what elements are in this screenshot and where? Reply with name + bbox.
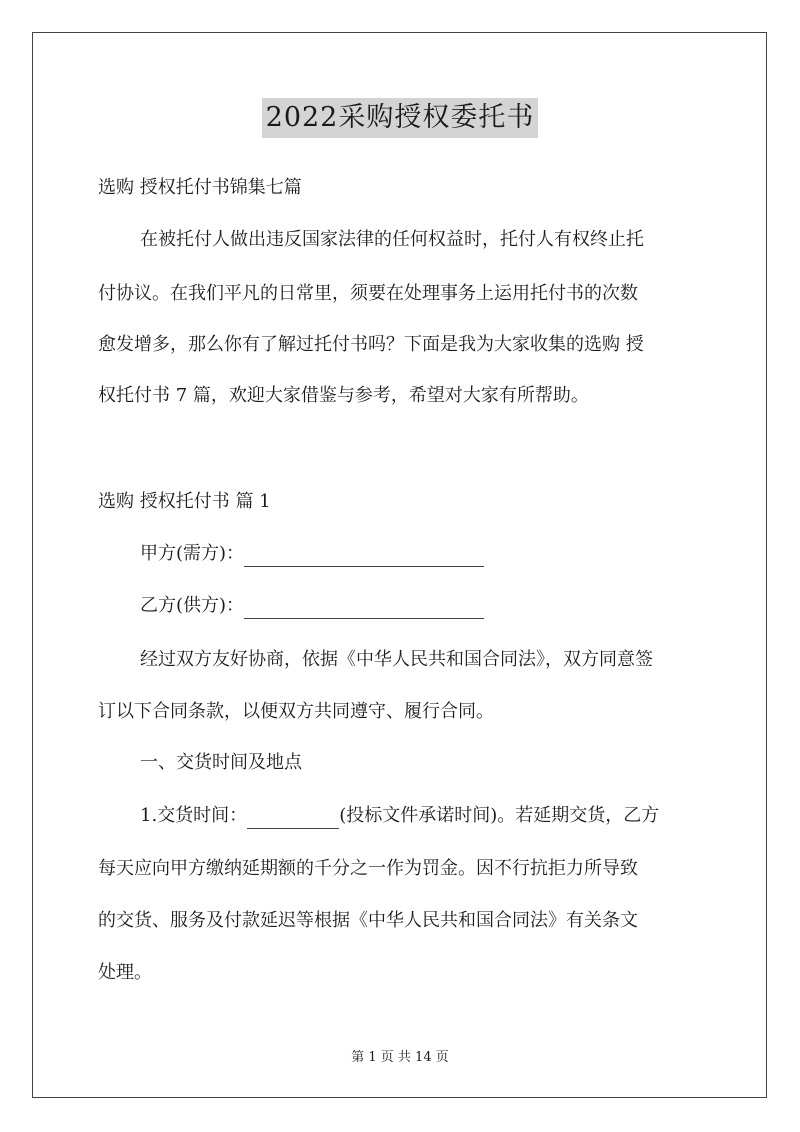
document-subtitle: 选购 授权托付书锦集七篇: [98, 177, 302, 198]
clause1-line: 每天应向甲方缴纳延期额的千分之一作为罚金。因不行抗拒力所导致: [98, 858, 638, 879]
party-a-label: 甲方(需方)：: [140, 543, 245, 564]
title-container: [0, 98, 800, 138]
party-b-label: 乙方(供方)：: [140, 595, 245, 616]
agreement-line: 经过双方友好协商，依据《中华人民共和国合同法》，双方同意签: [140, 649, 653, 670]
clause1-row: [140, 803, 750, 829]
party-a-blank: [244, 546, 484, 567]
clause1-suffix: (投标文件承诺时间)。若延期交货，乙方: [339, 805, 660, 826]
intro-line: 在被托付人做出违反国家法律的任何权益时，托付人有权终止托: [140, 229, 644, 250]
clause1-line: 处理。: [98, 962, 152, 983]
party-b-blank: [244, 598, 484, 619]
intro-line: 付协议。在我们平凡的日常里，须要在处理事务上运用托付书的次数: [98, 283, 638, 304]
party-b-row: [140, 593, 750, 619]
section-heading: 选购 授权托付书 篇 1: [98, 491, 271, 512]
clause1-prefix: 1.交货时间：: [140, 805, 248, 826]
intro-line: 权托付书 7 篇，欢迎大家借鉴与参考，希望对大家有所帮助。: [98, 385, 589, 406]
delivery-time-blank: [247, 808, 339, 829]
document-title: 2022采购授权委托书: [262, 98, 539, 138]
page-footer: 第 1 页 共 14 页: [351, 1050, 449, 1065]
clause1-line: 的交货、服务及付款延迟等根据《中华人民共和国合同法》有关条文: [98, 910, 638, 931]
party-a-row: [140, 541, 750, 567]
intro-line: 愈发增多，那么你有了解过托付书吗？下面是我为大家收集的选购 授: [98, 334, 644, 355]
clause-heading: 一、交货时间及地点: [140, 752, 302, 773]
agreement-line: 订以下合同条款，以便双方共同遵守、履行合同。: [98, 701, 494, 722]
